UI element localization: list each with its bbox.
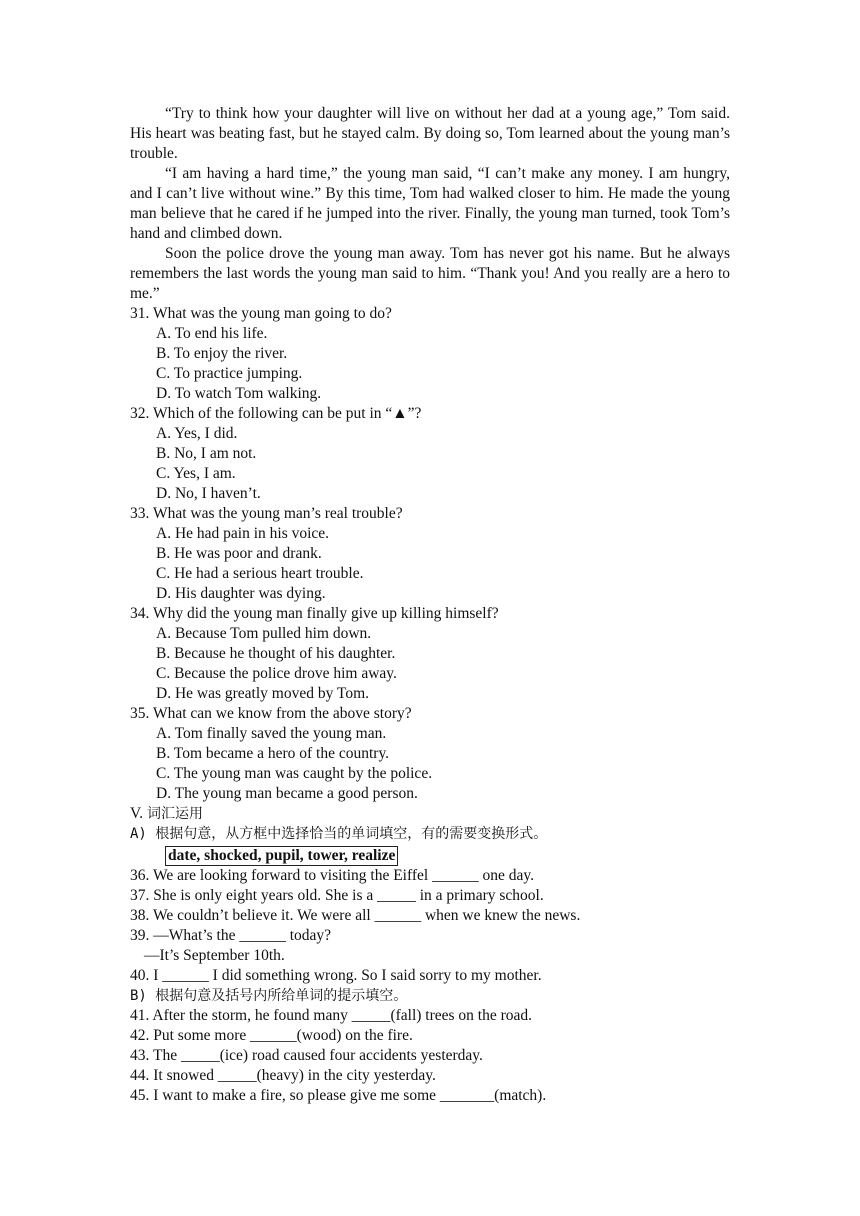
option: A. He had pain in his voice.: [156, 525, 330, 542]
question-text: 32. Which of the following can be put in “▲”?: [130, 405, 422, 422]
question-33: [130, 504, 730, 604]
option: B. To enjoy the river.: [156, 345, 288, 362]
document-page: [130, 104, 730, 1106]
fill-item: 43. The _____(ice) road caused four accidents yesterday.: [130, 1047, 483, 1064]
part-b-instruction: 根据句意及括号内所给单词的提示填空。: [155, 988, 408, 1004]
option: D. To watch Tom walking.: [156, 385, 322, 402]
part-b-label: B): [130, 988, 147, 1004]
question-text: 34. Why did the young man finally give up killing himself?: [130, 605, 499, 622]
fill-item: 41. After the storm, he found many _____(fall) trees on the road.: [130, 1007, 533, 1024]
section-number: V.: [130, 805, 144, 822]
option: A. To end his life.: [156, 325, 268, 342]
option: C. Yes, I am.: [156, 465, 236, 482]
option: B. Tom became a hero of the country.: [156, 745, 390, 762]
fill-item: 40. I ______ I did something wrong. So I said sorry to my mother.: [130, 967, 542, 984]
option: B. No, I am not.: [156, 445, 257, 462]
fill-item: 45. I want to make a fire, so please give me some _______(match).: [130, 1087, 547, 1104]
option: C. To practice jumping.: [156, 365, 303, 382]
passage-paragraph: “I am having a hard time,” the young man said, “I can’t make any money. I am hungry, and I can’t live without wine.” By this time, Tom had walked closer to him. He made the young man believe that he cared if he jumped into the river. Finally, the young man turned, took Tom’s hand and climbed down.: [130, 165, 730, 242]
fill-item: 37. She is only eight years old. She is a _____ in a primary school.: [130, 887, 544, 904]
question-34: [130, 604, 730, 704]
part-a-instruction: 根据句意，从方框中选择恰当的单词填空，有的需要变换形式。: [155, 826, 548, 842]
option: D. He was greatly moved by Tom.: [156, 685, 370, 702]
option: D. No, I haven’t.: [156, 485, 261, 502]
passage-paragraph: “Try to think how your daughter will live on without her dad at a young age,” Tom said. His heart was beating fast, but he stayed calm. By doing so, Tom learned about the young man’s trouble.: [130, 105, 730, 162]
option: C. The young man was caught by the police.: [156, 765, 433, 782]
question-text: 31. What was the young man going to do?: [130, 305, 392, 322]
option: D. His daughter was dying.: [156, 585, 326, 602]
part-a-heading: [130, 824, 730, 844]
question-35: [130, 704, 730, 804]
fill-item: 42. Put some more ______(wood) on the fire.: [130, 1027, 413, 1044]
fill-item: 38. We couldn’t believe it. We were all ______ when we knew the news.: [130, 907, 581, 924]
section-title: 词汇运用: [146, 806, 203, 822]
option: A. Yes, I did.: [156, 425, 238, 442]
option: C. He had a serious heart trouble.: [156, 565, 364, 582]
passage-paragraph: Soon the police drove the young man away. Tom has never got his name. But he always remembers the last words the young man said to him. “Thank you! And you really are a hero to me.”: [130, 245, 730, 302]
part-b-heading: [130, 986, 730, 1006]
section-heading: [130, 804, 730, 824]
question-text: 33. What was the young man’s real trouble?: [130, 505, 403, 522]
dialogue-reply: —It’s September 10th.: [144, 947, 285, 964]
fill-item: 39. —What’s the ______ today?: [130, 927, 332, 944]
fill-item: 36. We are looking forward to visiting the Eiffel ______ one day.: [130, 867, 534, 884]
option: A. Because Tom pulled him down.: [156, 625, 372, 642]
option: B. He was poor and drank.: [156, 545, 322, 562]
question-32: [130, 404, 730, 504]
word-box-wrapper: [165, 846, 730, 866]
word-box: date, shocked, pupil, tower, realize: [165, 846, 398, 866]
fill-item: 44. It snowed _____(heavy) in the city yesterday.: [130, 1067, 436, 1084]
question-31: [130, 304, 730, 404]
question-text: 35. What can we know from the above story?: [130, 705, 412, 722]
option: D. The young man became a good person.: [156, 785, 418, 802]
part-a-label: A): [130, 826, 147, 842]
option: B. Because he thought of his daughter.: [156, 645, 396, 662]
option: A. Tom finally saved the young man.: [156, 725, 387, 742]
option: C. Because the police drove him away.: [156, 665, 397, 682]
